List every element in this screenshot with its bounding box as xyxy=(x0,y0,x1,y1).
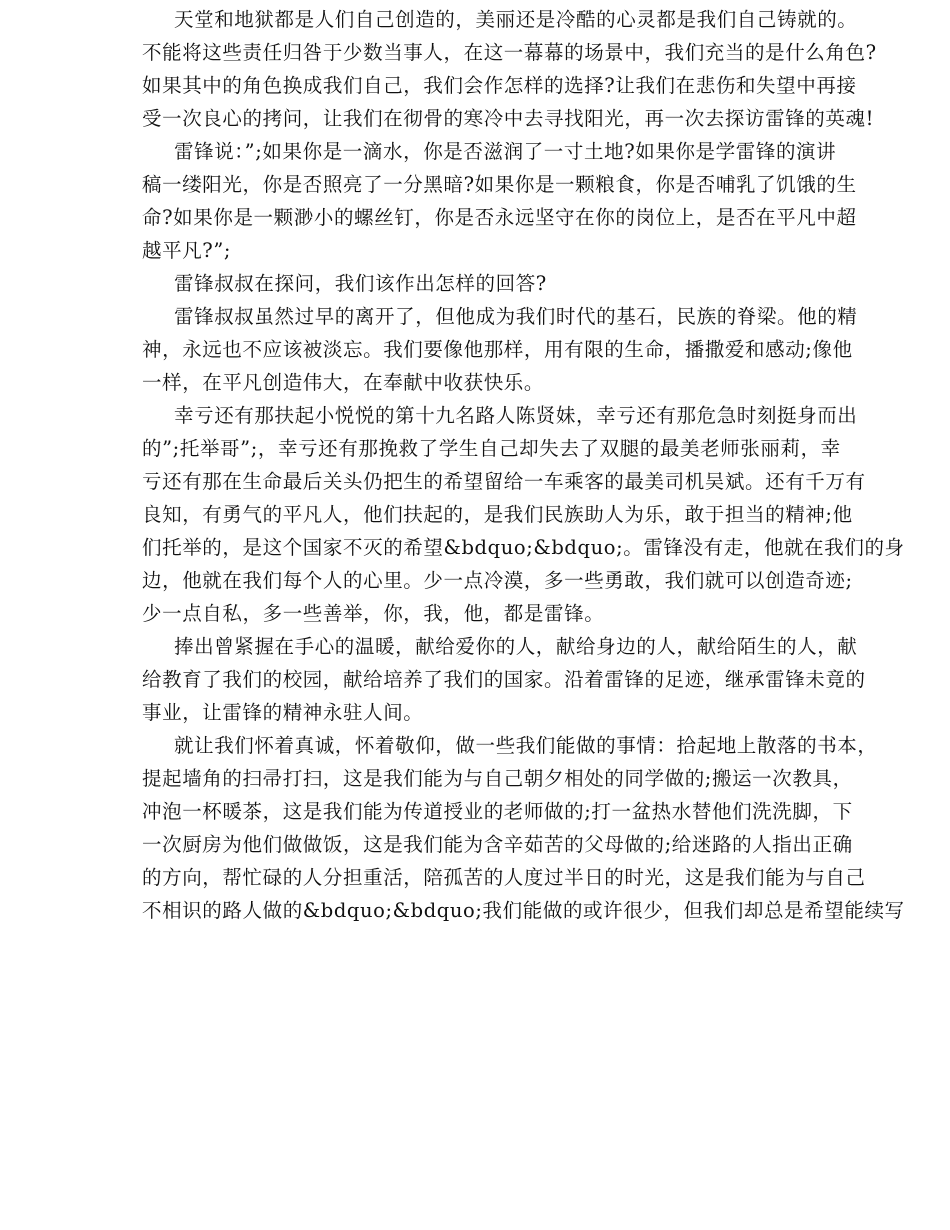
text-line: 天堂和地狱都是人们自己创造的，美丽还是冷酷的心灵都是我们自己铸就的。 xyxy=(174,8,858,31)
text-line: 不能将这些责任归咎于少数当事人，在这一幕幕的场景中，我们充当的是什么角色? xyxy=(142,41,877,64)
text-line: 命?如果你是一颗渺小的螺丝钉，你是否永远坚守在你的岗位上，是否在平凡中超 xyxy=(142,206,857,229)
text-line: 良知，有勇气的平凡人，他们扶起的，是我们民族助人为乐，敢于担当的精神;他 xyxy=(142,503,853,526)
text-line: 雷锋说：”;如果你是一滴水，你是否滋润了一寸土地?如果你是学雷锋的演讲 xyxy=(174,140,837,163)
text-line: 雷锋叔叔虽然过早的离开了，但他成为我们时代的基石，民族的脊梁。他的精 xyxy=(174,305,858,328)
text-line: 捧出曾紧握在手心的温暖，献给爱你的人，献给身边的人，献给陌生的人，献 xyxy=(174,635,858,658)
text-line: 一样，在平凡创造伟大，在奉献中收获快乐。 xyxy=(142,371,545,394)
text-line: 给教育了我们的校园，献给培养了我们的国家。沿着雷锋的足迹，继承雷锋未竟的 xyxy=(142,668,866,691)
text-line: 一次厨房为他们做做饭，这是我们能为含辛茹苦的父母做的;给迷路的人指出正确 xyxy=(142,833,853,856)
text-line: 越平凡?”; xyxy=(142,239,232,262)
text-line: 的方向，帮忙碌的人分担重活，陪孤苦的人度过半日的时光，这是我们能为与自己 xyxy=(142,866,866,889)
text-line: 如果其中的角色换成我们自己，我们会作怎样的选择?让我们在悲伤和失望中再接 xyxy=(142,74,857,97)
text-line: 们托举的，是这个国家不灭的希望&bdquo;&bdquo;。雷锋没有走，他就在我们的身 xyxy=(142,536,905,559)
text-line: 就让我们怀着真诚，怀着敬仰，做一些我们能做的事情：拾起地上散落的书本， xyxy=(174,734,878,757)
text-line: 雷锋叔叔在探问，我们该作出怎样的回答? xyxy=(174,272,547,295)
text-line: 亏还有那在生命最后关头仍把生的希望留给一车乘客的最美司机吴斌。还有千万有 xyxy=(142,470,866,493)
text-line: 提起墙角的扫帚打扫，这是我们能为与自己朝夕相处的同学做的;搬运一次教具， xyxy=(142,767,853,790)
text-line: 少一点自私，多一些善举，你，我，他，都是雷锋。 xyxy=(142,602,605,625)
text-line: 事业，让雷锋的精神永驻人间。 xyxy=(142,701,424,724)
text-line: 不相识的路人做的&bdquo;&bdquo;我们能做的或许很少，但我们却总是希望能续写 xyxy=(142,899,905,922)
text-line: 稿一缕阳光，你是否照亮了一分黑暗?如果你是一颗粮食，你是否哺乳了饥饿的生 xyxy=(142,173,857,196)
text-line: 神，永远也不应该被淡忘。我们要像他那样，用有限的生命，播撒爱和感动;像他 xyxy=(142,338,853,361)
text-line: 冲泡一杯暖茶，这是我们能为传道授业的老师做的;打一盆热水替他们洗洗脚，下 xyxy=(142,800,853,823)
text-line: 幸亏还有那扶起小悦悦的第十九名路人陈贤妹，幸亏还有那危急时刻挺身而出 xyxy=(174,404,858,427)
text-line: 受一次良心的拷问，让我们在彻骨的寒冷中去寻找阳光，再一次去探访雷锋的英魂! xyxy=(142,107,875,130)
text-line: 边，他就在我们每个人的心里。少一点冷漠，多一些勇敢，我们就可以创造奇迹; xyxy=(142,569,853,592)
text-line: 的”;托举哥”;，幸亏还有那挽救了学生自己却失去了双腿的最美老师张丽莉，幸 xyxy=(142,437,841,460)
